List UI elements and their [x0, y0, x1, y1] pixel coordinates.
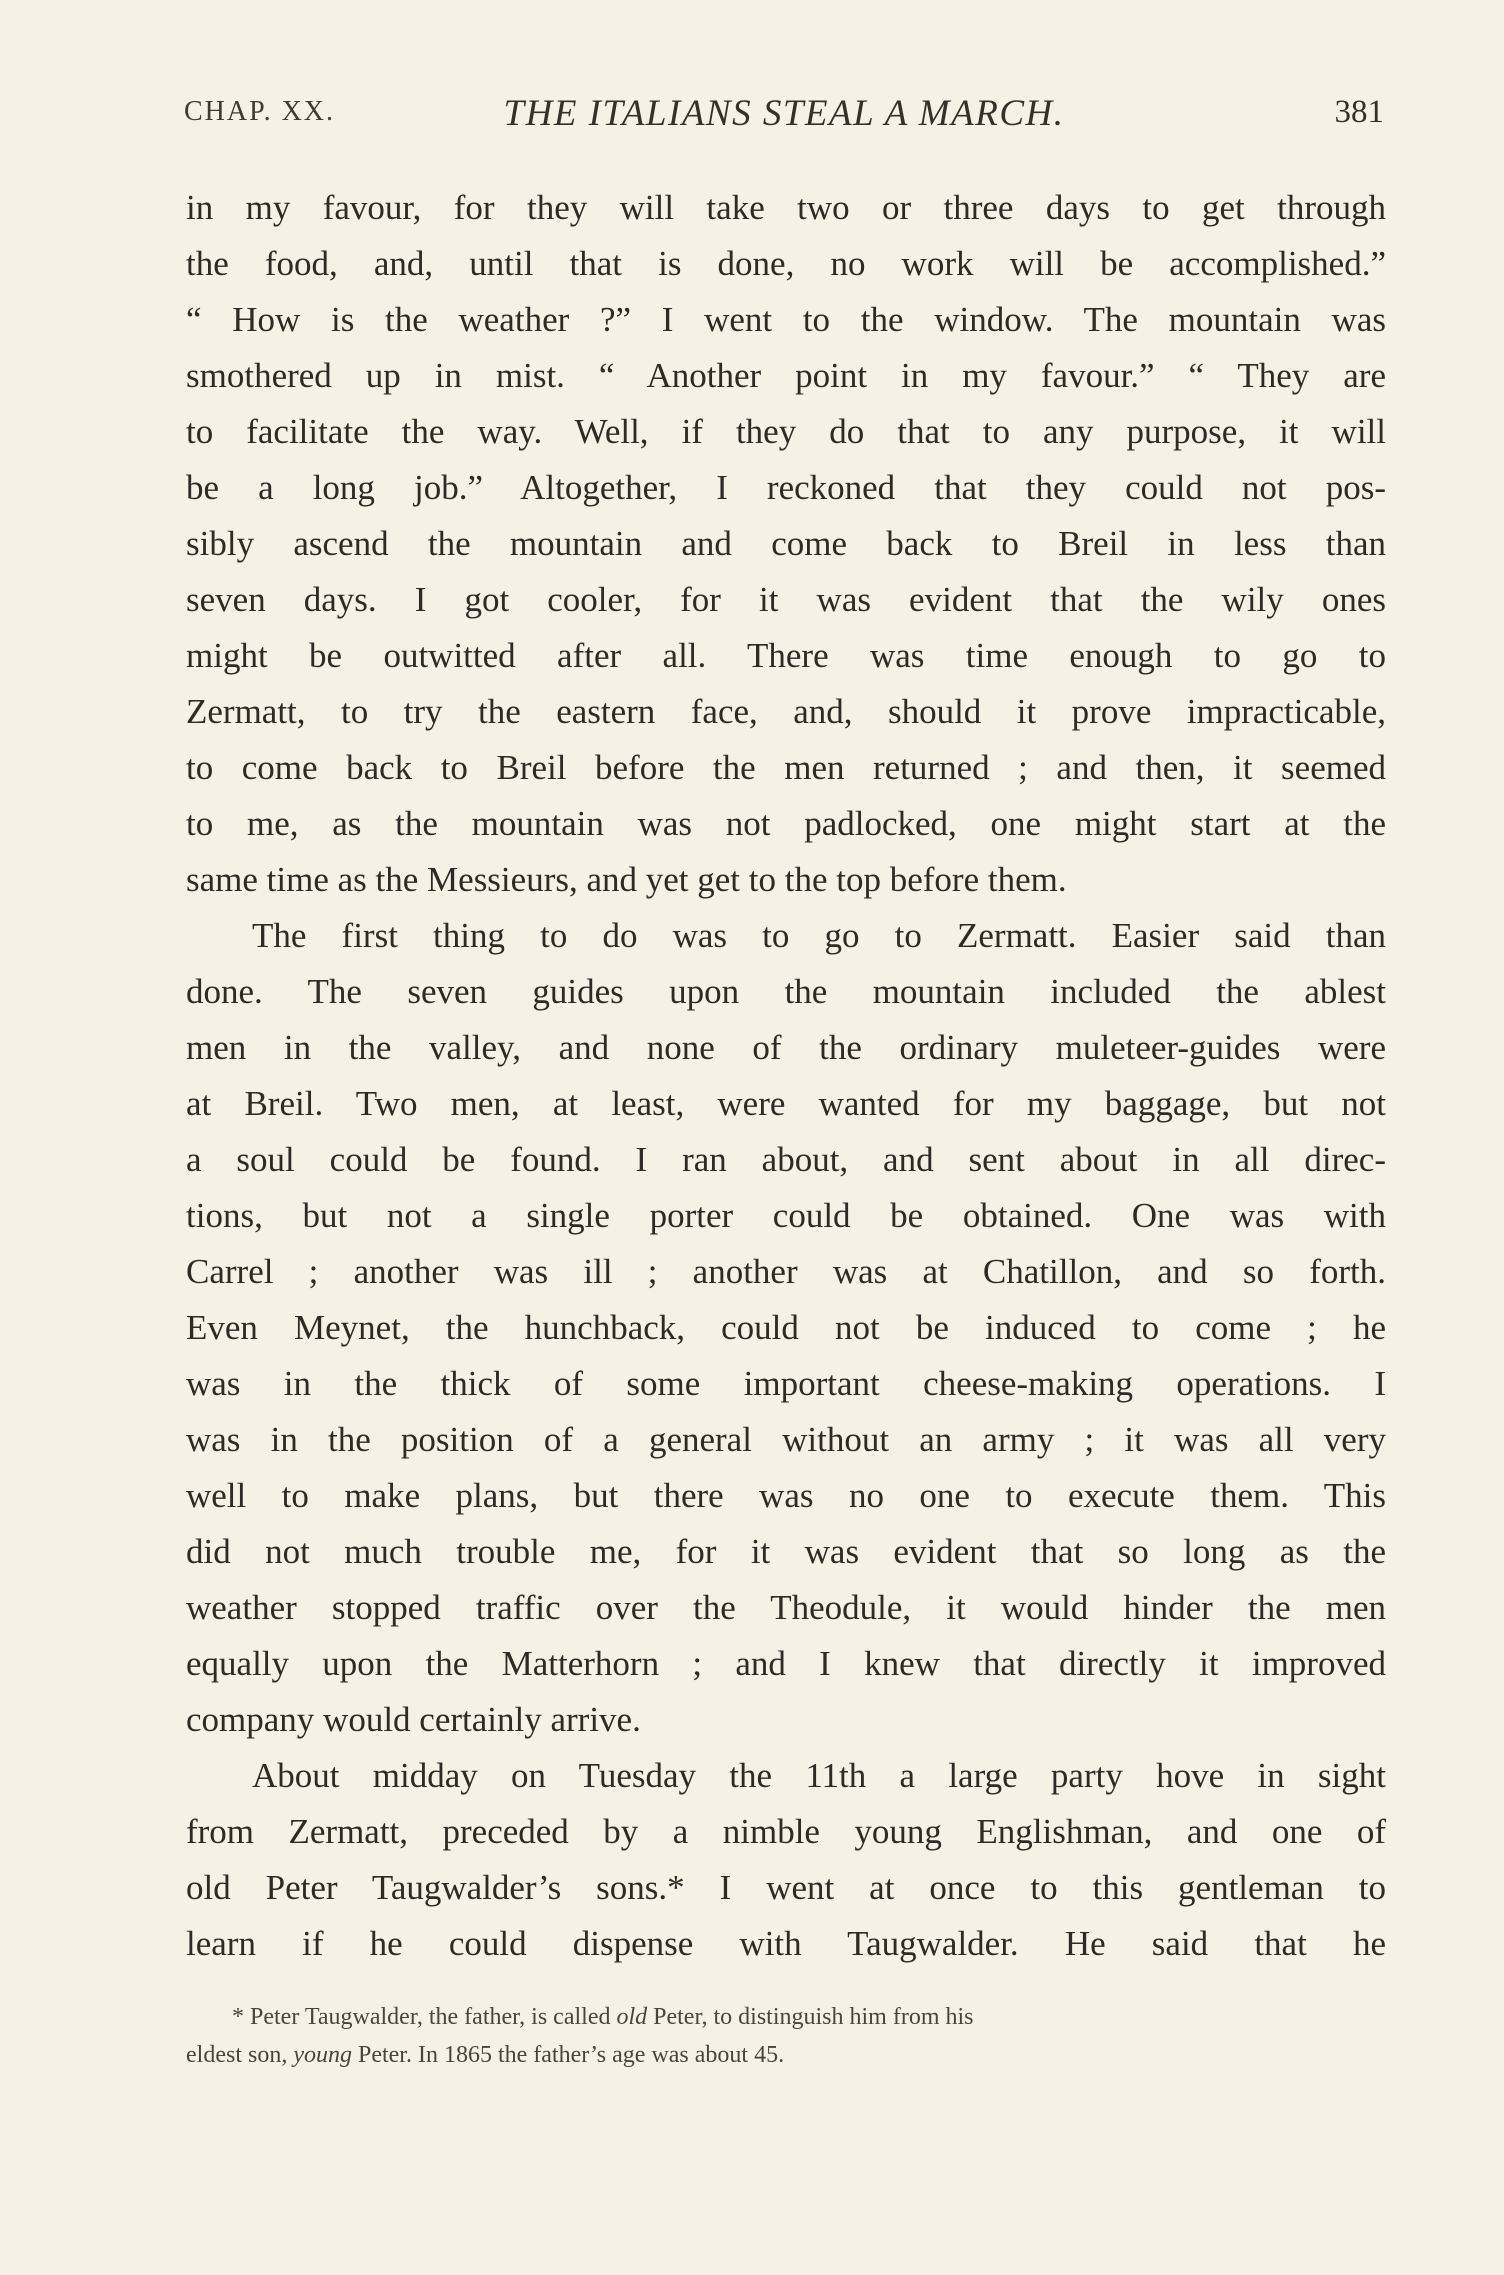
text-line: seven days. I got cooler, for it was evident that the wily ones	[186, 580, 1386, 619]
text-line: from Zermatt, preceded by a nimble young Englishman, and one of	[186, 1812, 1386, 1851]
text-line: did not much trouble me, for it was evident that so long as the	[186, 1532, 1386, 1571]
running-head	[184, 92, 1384, 136]
text-line: Carrel ; another was ill ; another was at Chatillon, and so forth.	[186, 1252, 1386, 1291]
running-title: THE ITALIANS STEAL A MARCH.	[503, 93, 1065, 134]
text-line: in my favour, for they will take two or three days to get through	[186, 188, 1386, 227]
footnote-text: Peter. In 1865 the father’s age was about 45.	[351, 2042, 785, 2068]
text-line: sibly ascend the mountain and come back to Breil in less than	[186, 524, 1386, 563]
footnote-line	[186, 2036, 1386, 2074]
text-line: done. The seven guides upon the mountain included the ablest	[186, 972, 1386, 1011]
footnote-emphasis: young	[293, 2042, 352, 2068]
text-line: to me, as the mountain was not padlocked, one might start at the	[186, 804, 1386, 843]
text-line: smothered up in mist. “ Another point in my favour.” “ They are	[186, 356, 1386, 395]
text-line: be a long job.” Altogether, I reckoned that they could not pos-	[186, 468, 1386, 507]
text-line: was in the position of a general without an army ; it was all very	[186, 1420, 1386, 1459]
text-line: might be outwitted after all. There was time enough to go to	[186, 636, 1386, 675]
footnote-text: eldest son,	[186, 2042, 294, 2068]
text-line: weather stopped traffic over the Theodule, it would hinder the men	[186, 1588, 1386, 1627]
text-line: learn if he could dispense with Taugwalder. He said that he	[186, 1924, 1386, 1963]
text-line: Zermatt, to try the eastern face, and, should it prove impracticable,	[186, 692, 1386, 731]
footnote-text: * Peter Taugwalder, the father, is called	[232, 2004, 617, 2030]
text-line: Even Meynet, the hunchback, could not be induced to come ; he	[186, 1308, 1386, 1347]
text-line: The first thing to do was to go to Zermatt. Easier said than	[252, 916, 1386, 955]
text-line: a soul could be found. I ran about, and sent about in all direc-	[186, 1140, 1386, 1179]
footnote	[186, 1998, 1386, 2074]
chapter-label: CHAP. XX.	[184, 96, 336, 127]
text-line: equally upon the Matterhorn ; and I knew that directly it improved	[186, 1644, 1386, 1683]
text-line: tions, but not a single porter could be obtained. One was with	[186, 1196, 1386, 1235]
footnote-text: Peter, to distinguish him from his	[647, 2004, 974, 2030]
text-line: was in the thick of some important cheese-making operations. I	[186, 1364, 1386, 1403]
text-line: well to make plans, but there was no one to execute them. This	[186, 1476, 1386, 1515]
text-line: to facilitate the way. Well, if they do that to any purpose, it will	[186, 412, 1386, 451]
text-line: same time as the Messieurs, and yet get to the top before them.	[186, 860, 1067, 899]
text-line: old Peter Taugwalder’s sons.* I went at once to this gentleman to	[186, 1868, 1386, 1907]
footnote-line	[186, 1998, 1386, 2036]
footnote-emphasis: old	[616, 2004, 648, 2030]
body-text	[186, 180, 1386, 1972]
text-line: at Breil. Two men, at least, were wanted for my baggage, but not	[186, 1084, 1386, 1123]
text-line: “ How is the weather ?” I went to the window. The mountain was	[186, 300, 1386, 339]
text-line: the food, and, until that is done, no work will be accomplished.”	[186, 244, 1386, 283]
text-line: to come back to Breil before the men returned ; and then, it seemed	[186, 748, 1386, 787]
text-line: About midday on Tuesday the 11th a large party hove in sight	[252, 1756, 1386, 1795]
page-number: 381	[1334, 94, 1384, 130]
text-line: men in the valley, and none of the ordinary muleteer-guides were	[186, 1028, 1386, 1067]
text-line: company would certainly arrive.	[186, 1700, 641, 1739]
